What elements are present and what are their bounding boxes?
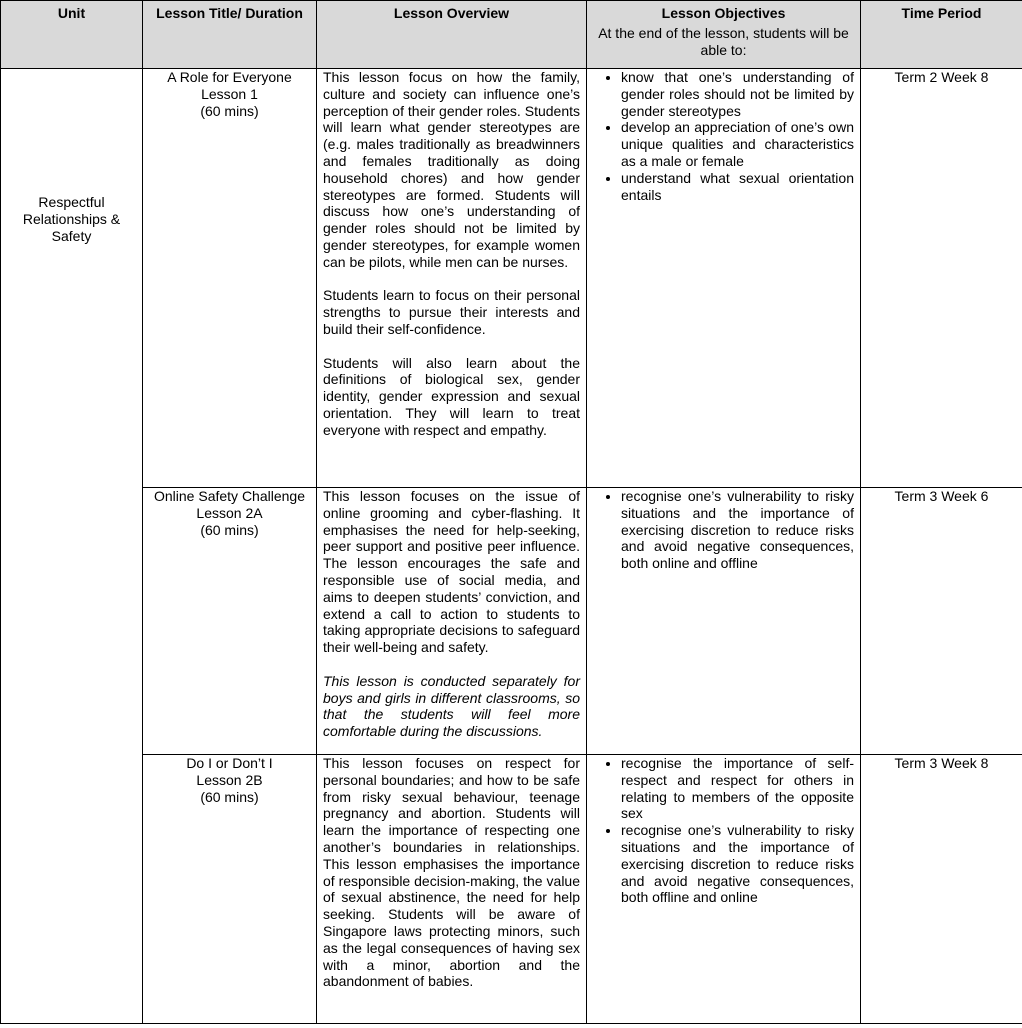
header-lesson-objectives xyxy=(587,1,861,69)
lesson-title-cell xyxy=(143,755,317,1024)
table-row xyxy=(1,755,1022,1024)
overview-paragraph: This lesson focuses on the issue of online grooming and cyber-flashing. It emphasises the need for help-seeking, peer support and positive peer influence. The lesson encourages the safe and responsible use of social media, and aims to deepen students’ conviction, and extend a call to action to students to taking appropriate decisions to safeguard their well-being and safety. xyxy=(323,488,580,656)
objective-item: • know that one’s understanding of gender roles should not be limited by gender stereotypes xyxy=(621,69,854,119)
lesson-number: Lesson 2B xyxy=(196,771,263,788)
table-row xyxy=(1,69,1022,488)
header-lesson-overview: Lesson Overview xyxy=(317,1,587,69)
overview-paragraph: This lesson focus on how the family, culture and society can influence one’s perception of their gender roles. Students will learn what gender stereotypes are (e.g. males traditionally as breadwinners and females traditionally as doing household chores) and how gender stereotypes are formed. Students will discuss how one’s understanding of gender roles should not be limited by gender stereotypes, for example women can be pilots, while men can be nurses. xyxy=(323,69,580,270)
objectives-list xyxy=(593,755,854,906)
header-row xyxy=(1,1,1022,69)
header-objectives-subtitle: At the end of the lesson, students will be able to: xyxy=(598,24,849,58)
lesson-duration: (60 mins) xyxy=(200,788,259,805)
lesson-title-cell xyxy=(143,488,317,755)
header-time-period: Time Period xyxy=(861,1,1022,69)
lesson-overview-cell xyxy=(317,69,587,488)
overview-note: This lesson is conducted separately for boys and girls in different classrooms, so that the students will feel more comfortable during the discussions. xyxy=(323,672,580,740)
time-period-cell: Term 3 Week 6 xyxy=(861,488,1022,755)
objectives-list xyxy=(593,488,854,572)
lesson-number: Lesson 2A xyxy=(196,504,263,521)
overview-paragraph: Students learn to focus on their personal strengths to pursue their interests and build their self-confidence. xyxy=(323,287,580,337)
header-lesson-title: Lesson Title/ Duration xyxy=(143,1,317,69)
lesson-duration: (60 mins) xyxy=(200,102,259,119)
lesson-objectives-cell xyxy=(587,755,861,1024)
lesson-title: Online Safety Challenge xyxy=(154,488,305,504)
objective-item: • recognise the importance of self-respect and respect for others in relating to members of the opposite sex xyxy=(621,755,854,822)
header-unit: Unit xyxy=(1,1,143,69)
lesson-overview-cell xyxy=(317,488,587,755)
lesson-duration: (60 mins) xyxy=(200,521,259,538)
objective-item: • develop an appreciation of one’s own unique qualities and characteristics as a male or female xyxy=(621,119,854,169)
lesson-title-cell xyxy=(143,69,317,488)
lesson-title: A Role for Everyone xyxy=(167,69,292,85)
lesson-objectives-cell xyxy=(587,488,861,755)
header-objectives-label: Lesson Objectives xyxy=(661,5,786,21)
table-row xyxy=(1,488,1022,755)
objectives-list xyxy=(593,69,854,203)
lesson-title: Do I or Don’t I xyxy=(186,755,273,771)
objective-item: • understand what sexual orientation entails xyxy=(621,170,854,204)
overview-paragraph: This lesson focuses on respect for personal boundaries; and how to be safe from risky sexual behaviour, teenage pregnancy and abortion. Students will learn the importance of respecting one another’s boundaries in relationships. This lesson emphasises the importance of responsible decision-making, the value of sexual abstinence, the need for help seeking. Students will be aware of Singapore laws protecting minors, such as the legal consequences of having sex with a minor, abortion and the abandonment of babies. xyxy=(323,755,580,990)
unit-cell xyxy=(1,69,143,1024)
unit-name: Respectful Relationships & Safety xyxy=(22,194,121,244)
objective-item: • recognise one’s vulnerability to risky situations and the importance of exercising discretion to reduce risks and avoid negative consequences, both online and offline xyxy=(621,488,854,572)
lesson-number: Lesson 1 xyxy=(201,85,258,102)
lesson-overview-cell xyxy=(317,755,587,1024)
lesson-objectives-cell xyxy=(587,69,861,488)
time-period-cell: Term 3 Week 8 xyxy=(861,755,1022,1024)
overview-paragraph: Students will also learn about the definitions of biological sex, gender identity, gender expression and sexual orientation. They will learn to treat everyone with respect and empathy. xyxy=(323,354,580,438)
objective-item: • recognise one’s vulnerability to risky situations and the importance of exercising discretion to reduce risks and avoid negative consequences, both offline and online xyxy=(621,822,854,906)
time-period-cell: Term 2 Week 8 xyxy=(861,69,1022,488)
